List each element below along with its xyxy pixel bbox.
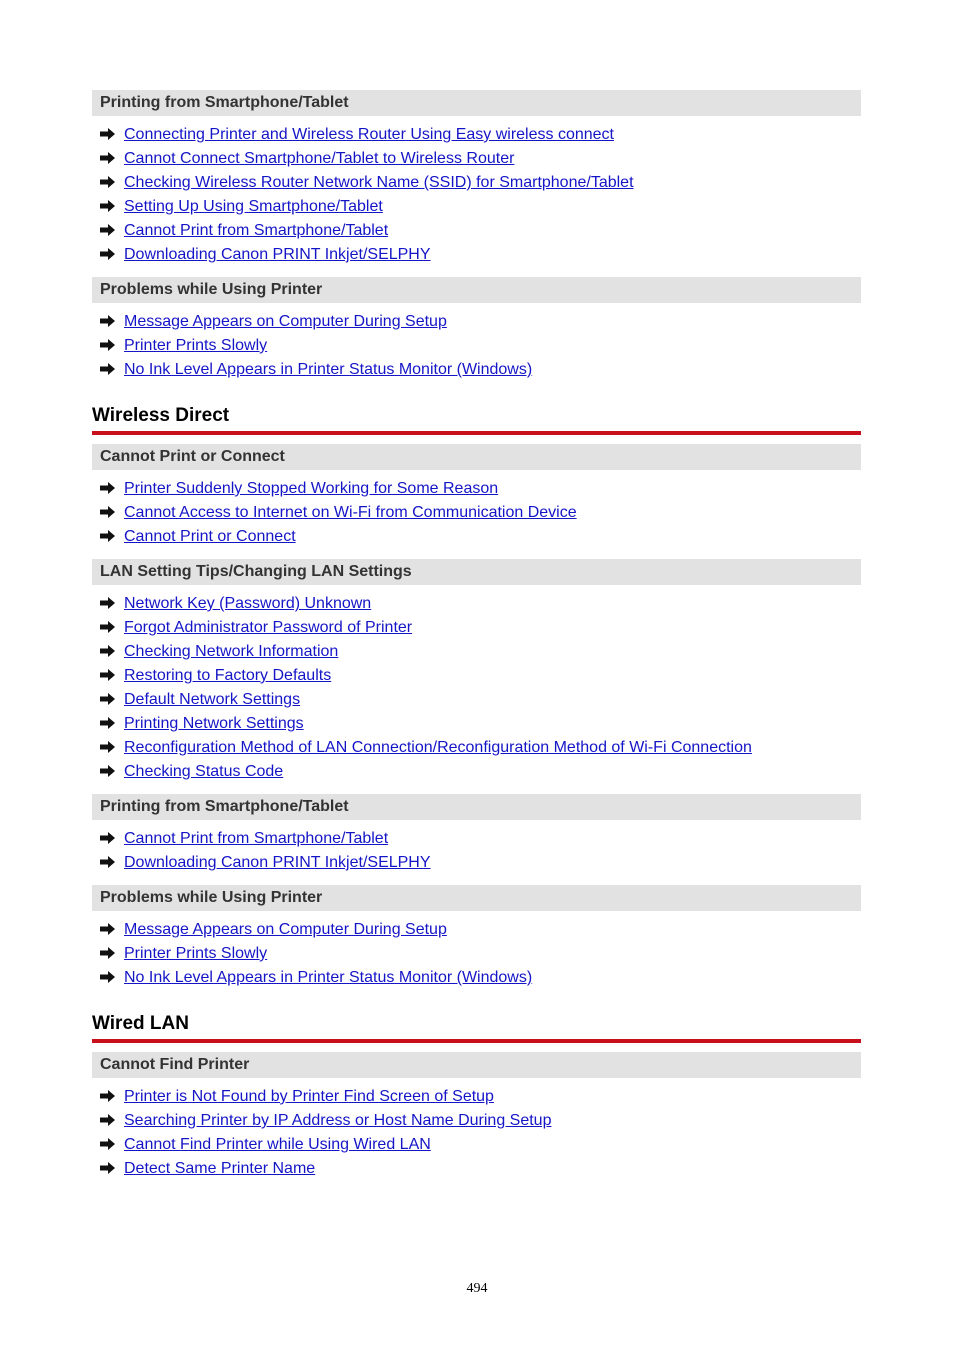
right-arrow-icon: [100, 693, 116, 705]
topic-link[interactable]: Message Appears on Computer During Setup: [124, 313, 447, 330]
topic-link[interactable]: Detect Same Printer Name: [124, 1160, 316, 1177]
list-item: [100, 501, 577, 525]
list-item: [100, 712, 304, 736]
list-item: [100, 195, 383, 219]
section-heading: Wireless Direct: [92, 405, 230, 426]
right-arrow-icon: [100, 832, 116, 844]
list-item: [100, 171, 634, 195]
right-arrow-icon: [100, 1114, 116, 1126]
right-arrow-icon: [100, 224, 116, 236]
topic-link[interactable]: Printer Prints Slowly: [124, 337, 268, 354]
subsection-title: Cannot Print or Connect: [92, 444, 861, 470]
list-item: [100, 147, 514, 171]
right-arrow-icon: [100, 248, 116, 260]
topic-link[interactable]: Default Network Settings: [124, 691, 301, 708]
section-heading-rule: [92, 1039, 861, 1043]
topic-link[interactable]: No Ink Level Appears in Printer Status Monitor (Windows): [124, 361, 533, 378]
topic-link[interactable]: Restoring to Factory Defaults: [124, 667, 332, 684]
topic-link[interactable]: No Ink Level Appears in Printer Status Monitor (Windows): [124, 969, 533, 986]
topic-link[interactable]: Searching Printer by IP Address or Host Name During Setup: [124, 1112, 552, 1129]
list-item: [100, 664, 331, 688]
right-arrow-icon: [100, 765, 116, 777]
topic-link[interactable]: Connecting Printer and Wireless Router Using Easy wireless connect: [124, 126, 614, 143]
right-arrow-icon: [100, 947, 116, 959]
topic-link[interactable]: Cannot Find Printer while Using Wired LAN: [124, 1136, 431, 1153]
list-item: [100, 1133, 431, 1157]
right-arrow-icon: [100, 176, 116, 188]
right-arrow-icon: [100, 315, 116, 327]
list-item: [100, 243, 431, 267]
topic-link[interactable]: Checking Network Information: [124, 643, 339, 660]
topic-link[interactable]: Network Key (Password) Unknown: [124, 595, 372, 612]
list-item: [100, 525, 296, 549]
topic-link[interactable]: Forgot Administrator Password of Printer: [124, 619, 413, 636]
right-arrow-icon: [100, 856, 116, 868]
topic-link[interactable]: Message Appears on Computer During Setup: [124, 921, 447, 938]
list-item: [100, 616, 412, 640]
topic-link[interactable]: Checking Wireless Router Network Name (SSID) for Smartphone/Tablet: [124, 174, 634, 191]
right-arrow-icon: [100, 1138, 116, 1150]
list-item: [100, 760, 283, 784]
list-item: [100, 334, 267, 358]
right-arrow-icon: [100, 621, 116, 633]
right-arrow-icon: [100, 128, 116, 140]
subsection-title: Printing from Smartphone/Tablet: [92, 90, 861, 116]
list-item: [100, 219, 388, 243]
right-arrow-icon: [100, 200, 116, 212]
list-item: [100, 477, 498, 501]
topic-link[interactable]: Cannot Print or Connect: [124, 528, 296, 545]
list-item: [100, 851, 431, 875]
list-item: [100, 736, 752, 760]
right-arrow-icon: [100, 971, 116, 983]
list-item: [100, 358, 532, 382]
list-item: [100, 1109, 551, 1133]
topic-link[interactable]: Checking Status Code: [124, 763, 284, 780]
section-heading: Wired LAN: [92, 1013, 189, 1034]
list-item: [100, 310, 447, 334]
right-arrow-icon: [100, 923, 116, 935]
subsection-title: LAN Setting Tips/Changing LAN Settings: [92, 559, 861, 585]
right-arrow-icon: [100, 482, 116, 494]
right-arrow-icon: [100, 645, 116, 657]
topic-link[interactable]: Printer Prints Slowly: [124, 945, 268, 962]
right-arrow-icon: [100, 597, 116, 609]
right-arrow-icon: [100, 530, 116, 542]
list-item: [100, 918, 447, 942]
list-item: [100, 123, 614, 147]
topic-link[interactable]: Downloading Canon PRINT Inkjet/SELPHY: [124, 246, 431, 263]
topic-link[interactable]: Cannot Access to Internet on Wi-Fi from Communication Device: [124, 504, 577, 521]
list-item: [100, 1157, 315, 1181]
topic-link[interactable]: Cannot Print from Smartphone/Tablet: [124, 222, 389, 239]
topic-link[interactable]: Setting Up Using Smartphone/Tablet: [124, 198, 383, 215]
list-item: [100, 688, 300, 712]
right-arrow-icon: [100, 741, 116, 753]
subsection-title: Cannot Find Printer: [92, 1052, 861, 1078]
list-item: [100, 827, 388, 851]
topic-link[interactable]: Reconfiguration Method of LAN Connection/Reconfiguration Method of Wi-Fi Connection: [124, 739, 752, 756]
page-number: 494: [466, 1281, 488, 1296]
list-item: [100, 640, 338, 664]
topic-link[interactable]: Cannot Connect Smartphone/Tablet to Wireless Router: [124, 150, 515, 167]
right-arrow-icon: [100, 669, 116, 681]
topic-link[interactable]: Printing Network Settings: [124, 715, 304, 732]
subsection-title: Printing from Smartphone/Tablet: [92, 794, 861, 820]
right-arrow-icon: [100, 363, 116, 375]
list-item: [100, 1085, 494, 1109]
right-arrow-icon: [100, 1090, 116, 1102]
list-item: [100, 966, 532, 990]
topic-link[interactable]: Cannot Print from Smartphone/Tablet: [124, 830, 389, 847]
right-arrow-icon: [100, 717, 116, 729]
subsection-title: Problems while Using Printer: [92, 277, 861, 303]
right-arrow-icon: [100, 506, 116, 518]
topic-link[interactable]: Downloading Canon PRINT Inkjet/SELPHY: [124, 854, 431, 871]
section-heading-rule: [92, 431, 861, 435]
right-arrow-icon: [100, 152, 116, 164]
topic-link[interactable]: Printer Suddenly Stopped Working for Some Reason: [124, 480, 499, 497]
right-arrow-icon: [100, 339, 116, 351]
topic-link[interactable]: Printer is Not Found by Printer Find Screen of Setup: [124, 1088, 494, 1105]
list-item: [100, 942, 267, 966]
right-arrow-icon: [100, 1162, 116, 1174]
subsection-title: Problems while Using Printer: [92, 885, 861, 911]
list-item: [100, 592, 371, 616]
